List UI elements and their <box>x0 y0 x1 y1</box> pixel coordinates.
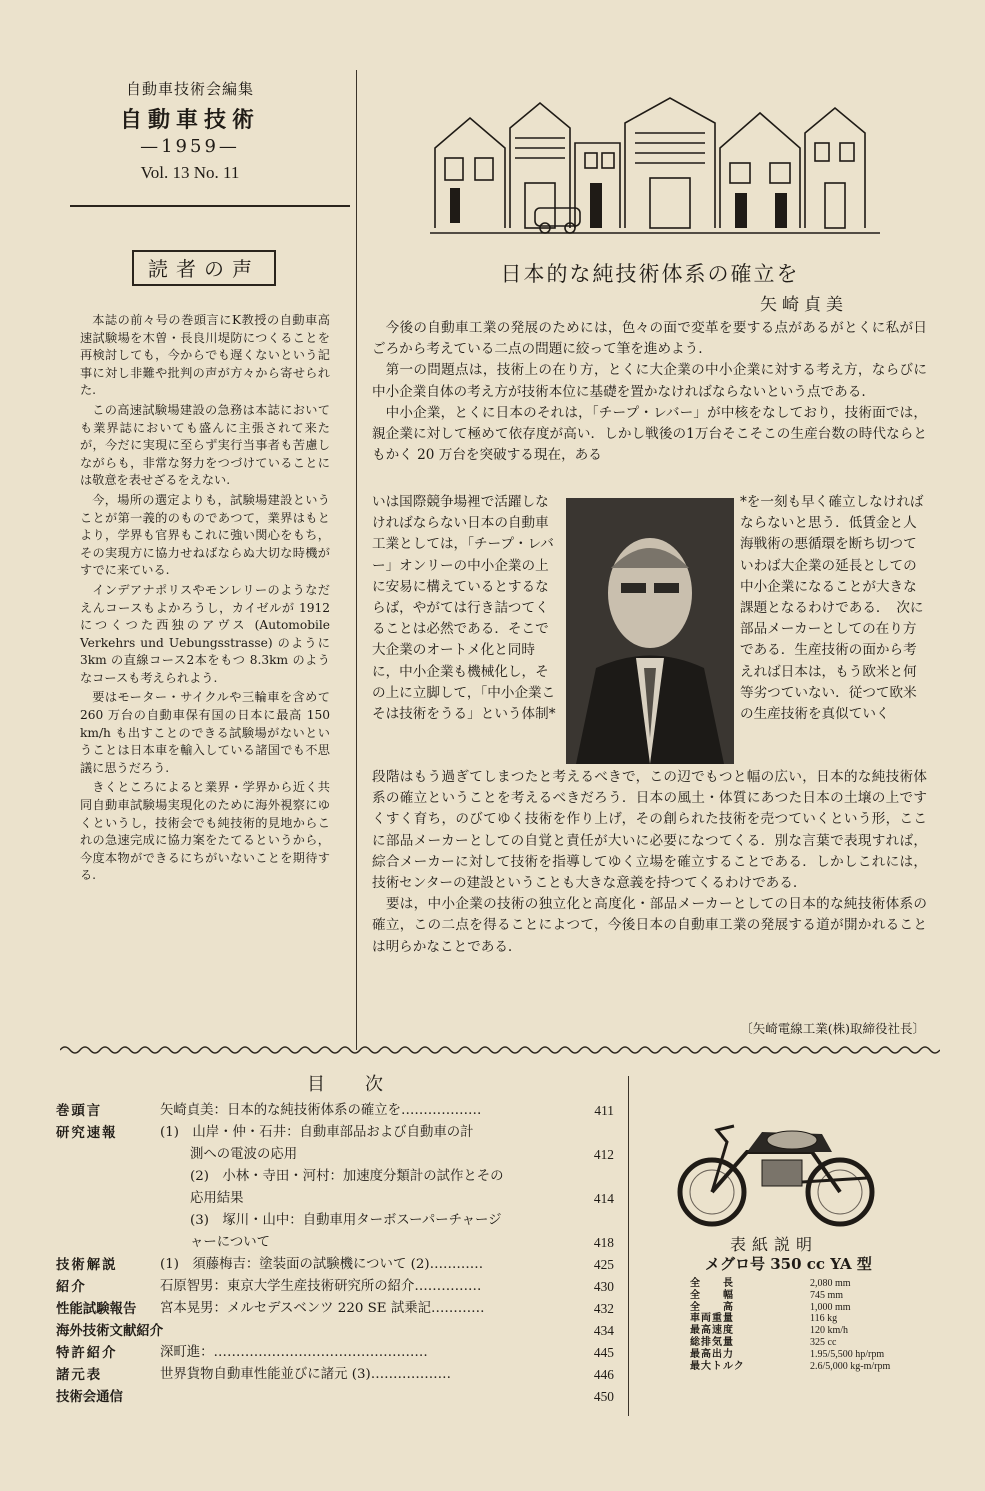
toc-divider <box>628 1076 629 1416</box>
toc-row <box>56 1254 624 1276</box>
spec-value: 2,080 mm <box>810 1278 851 1289</box>
article-body-top <box>372 318 927 466</box>
spec-label: 最高出力 <box>690 1348 734 1360</box>
spec-row <box>690 1337 920 1349</box>
spec-row <box>690 1313 920 1325</box>
spec-row <box>690 1361 920 1373</box>
toc-entry: 宮本晃男：メルセデスベンツ 220 SE 試乗記………… <box>160 1301 485 1316</box>
voice-paragraph: 今，場所の選定よりも，試験場建設ということが第一義的のものであつて，業界はもとより，学界も官界もこれに強い関心をもち，その実現方に協力せねばならぬ大切な時機がすでに来ている. <box>80 492 330 578</box>
spec-row <box>690 1290 920 1302</box>
spec-value: 325 cc <box>810 1336 837 1348</box>
toc-row <box>56 1122 624 1144</box>
spec-label: 最高速度 <box>690 1325 734 1337</box>
voice-paragraph: 要はモーター・サイクルや三輪車を含めて 260 万台の自動車保有国の日本に最高 150 km/h も出すことのできる試験場がないということは日本車を輸入している諸国でも不思議に思うだろう. <box>80 690 330 775</box>
article-paragraph: 要は，中小企業の技術の独立化と高度化・部品メーカーとしての日本的な純技術体系の確立，この二点を得ることによつて，今後日本の自動車工業の発展する道が開かれることは明らかなことである. <box>372 896 927 955</box>
toc-entry: 応用結果 <box>190 1191 244 1206</box>
spec-value: 120 km/h <box>810 1325 849 1337</box>
spec-label: 総排気量 <box>690 1336 734 1348</box>
toc-page: 434 <box>593 1323 614 1338</box>
toc-entry: 測への電波の応用 <box>190 1147 298 1162</box>
toc-entry: 世界貨物自動車性能並びに諸元 (3)……………… <box>160 1367 452 1382</box>
toc-entry: 石原智男：東京大学生産技術研究所の紹介…………… <box>160 1279 482 1294</box>
spec-value: 2.6/5,000 kg-m/rpm <box>810 1360 891 1372</box>
toc-row <box>56 1232 624 1254</box>
toc-row <box>56 1166 624 1188</box>
portrait-image <box>566 498 734 764</box>
journal-title: 自動車技術 <box>119 107 260 133</box>
cover-model: メグロ号 350 cc YA 型 <box>705 1255 872 1273</box>
volume-number: Vol. 13 No. 11 <box>140 163 240 182</box>
toc-page: 412 <box>593 1147 614 1162</box>
spec-row <box>690 1325 920 1337</box>
toc-row <box>56 1276 624 1298</box>
article-paragraph: 第一の問題点は，技術上の在り方，とくに大企業の中小企業に対する考え方，ならびに中小企業自体の考え方が技術本位に基礎を置かなければならないという点である. <box>372 362 927 400</box>
toc-page: 430 <box>593 1279 614 1294</box>
spec-value: 1.95/5,500 hp/rpm <box>810 1348 885 1360</box>
toc-category: 技術解説 <box>56 1257 118 1273</box>
toc-row <box>56 1364 624 1386</box>
toc-page: 432 <box>593 1301 614 1316</box>
author-photo <box>566 498 734 764</box>
article-left-column: いは国際競争場裡で活躍しなければならない日本の自動車工業としては，「チープ・レバー」オンリーの中小企業の上に安易に構えているとするならば，やがては行き詰つてくることは必然である．そこで大企業のオートメ化と同時に，中小企業も機械化し，その上に立脚して，「中小企業こそは技術をうる」という体制* <box>372 494 556 723</box>
toc-category: 性能試験報告 <box>56 1301 137 1317</box>
voice-paragraph: 本誌の前々号の巻頭言にK教授の自動車高速試験場を木曽・長良川堤防につくることを再検討しても，今からでも遅くないという記事に対し非難や批判の声が方々から寄せられた. <box>80 313 330 398</box>
toc-category: 海外技術文献紹介 <box>56 1323 164 1339</box>
toc-category: 技術会通信 <box>56 1389 123 1405</box>
toc-row <box>56 1298 624 1320</box>
column-divider <box>356 70 357 1050</box>
cover-title: 表紙説明 <box>730 1235 819 1254</box>
toc-page: 425 <box>593 1257 614 1272</box>
readers-voice-title: 読者の声 <box>132 250 276 286</box>
article-paragraph: 今後の自動車工業の発展のためには，色々の面で変革を要する点があるがとくに私が日ごろから考えている二点の問題に絞って筆を進めよう. <box>372 320 927 358</box>
voice-paragraph: きくところによると業界・学界から近く共同自動車試験場実現化のために海外視察にゆくというし，技術会でも純技術的見地からこれの急速完成に協力案をたてるというから，今度本物ができるにちがいないことを期待する. <box>80 780 330 883</box>
spec-label: 全 幅 <box>690 1289 734 1301</box>
toc-row <box>56 1100 624 1122</box>
toc-row <box>56 1144 624 1166</box>
spec-label: 全 高 <box>690 1301 734 1313</box>
toc-entry: (1) 須藤梅吉：塗装面の試験機について (2)………… <box>160 1257 484 1272</box>
street-illustration <box>430 88 880 248</box>
toc-entry: (1) 山岸・仲・石井：自動車部品および自動車の計 <box>160 1125 474 1140</box>
spec-table <box>690 1278 920 1372</box>
spec-row <box>690 1302 920 1314</box>
motorcycle-image <box>672 1112 882 1232</box>
readers-voice-body <box>80 312 330 887</box>
toc-heading: 目次 <box>307 1074 423 1095</box>
toc-entry: ャーについて <box>190 1235 271 1250</box>
spec-value: 1,000 mm <box>810 1301 851 1313</box>
table-of-contents <box>56 1100 624 1408</box>
article-author: 矢崎貞美 <box>760 295 848 315</box>
toc-row <box>56 1342 624 1364</box>
spec-value: 745 mm <box>810 1289 844 1301</box>
spec-label: 車両重量 <box>690 1313 734 1325</box>
article-paragraph: 中小企業，とくに日本のそれは，「チープ・レバー」が中核をなしており，技術面では，親企業に対して極めて依存度が高い．しかし戦後の1万台そこそこの生産台数の時代ならともかく 20 万台を突破する現在，ある <box>372 404 927 464</box>
toc-page: 446 <box>593 1367 614 1382</box>
author-affiliation: 〔矢崎電線工業(株)取締役社長〕 <box>740 1021 925 1036</box>
masthead <box>70 78 310 183</box>
toc-entry: 深町進：………………………………………… <box>160 1345 428 1360</box>
toc-category: 特許紹介 <box>56 1345 118 1361</box>
journal-year: —1959— <box>140 136 240 157</box>
toc-category: 紹介 <box>56 1279 87 1295</box>
toc-page: 418 <box>593 1235 614 1250</box>
toc-row <box>56 1210 624 1232</box>
toc-category: 研究速報 <box>56 1125 118 1141</box>
voice-paragraph: インデアナポリスやモンレリーのようなだえんコースもよかろうし，カイゼルが 1912 につくつた西独のアヴス (Automobile Verkehrs und Uebungsstrasse) のように 3km の直線コース2本をもつ 8.3km のようなコースも考えられよう. <box>80 582 330 685</box>
toc-page: 414 <box>593 1191 614 1206</box>
editor-line: 自動車技術会編集 <box>125 80 254 98</box>
toc-entry: 矢崎貞美：日本的な純技術体系の確立を……………… <box>160 1103 482 1118</box>
toc-category: 諸元表 <box>56 1367 103 1383</box>
article-body-bottom <box>372 767 927 958</box>
toc-category: 巻頭言 <box>56 1103 103 1119</box>
article-title: 日本的な純技術体系の確立を <box>500 262 800 286</box>
spec-label: 全 長 <box>690 1278 734 1289</box>
toc-entry: (2) 小林・寺田・河村：加速度分類計の試作とその <box>190 1169 504 1184</box>
voice-paragraph: この高速試験場建設の急務は本誌においても業界誌においても盛んに主張されて来たが，今だに実現に至らず実行当事者も苦慮しながらも，非常な努力をつづけていることには敬意を表せざるをえない. <box>80 402 330 488</box>
masthead-rule <box>70 205 350 207</box>
wavy-divider <box>60 1043 940 1057</box>
toc-row <box>56 1188 624 1210</box>
toc-page: 450 <box>593 1389 614 1404</box>
spec-label: 最大トルク <box>690 1360 745 1372</box>
toc-page: 411 <box>594 1103 614 1118</box>
toc-entry: (3) 塚川・山中：自動車用ターボスーパーチャージ <box>190 1213 502 1228</box>
article-paragraph: 段階はもう過ぎてしまつたと考えるべきで，この辺でもつと幅の広い，日本的な純技術体系の確立ということを考えるべきだろう．日本の風土・体質にあつた日本の土壌の上ですくすく育ち，のびてゆく技術を作り上げ，その創られた技術を売つていくという形，ここに部品メーカーとしての自覚と責任が大いに必要になつてくる．別な言葉で表現すれば，綜合メーカーに対して技術を指導してゆく立場を確立することである．しかしこれには，技術センターの建設ということも大きな意義を持つてくるわけである. <box>372 769 927 892</box>
spec-row <box>690 1278 920 1290</box>
spec-row <box>690 1349 920 1361</box>
spec-value: 116 kg <box>810 1313 838 1325</box>
toc-row <box>56 1320 624 1342</box>
toc-page: 445 <box>593 1345 614 1360</box>
article-right-column: *を一刻も早く確立しなければならないと思う．低賃金と人海戦術の悪循環を断ち切つていわば大企業の延長としての中小企業になることが大きな課題となるわけである． 次に部品メーカーとしての在り方である．生産技術の面から考えれば日本は，もう欧米と何等劣つていない．従つて欧米の生産技術を真似ていく <box>740 494 924 723</box>
toc-row <box>56 1386 624 1408</box>
